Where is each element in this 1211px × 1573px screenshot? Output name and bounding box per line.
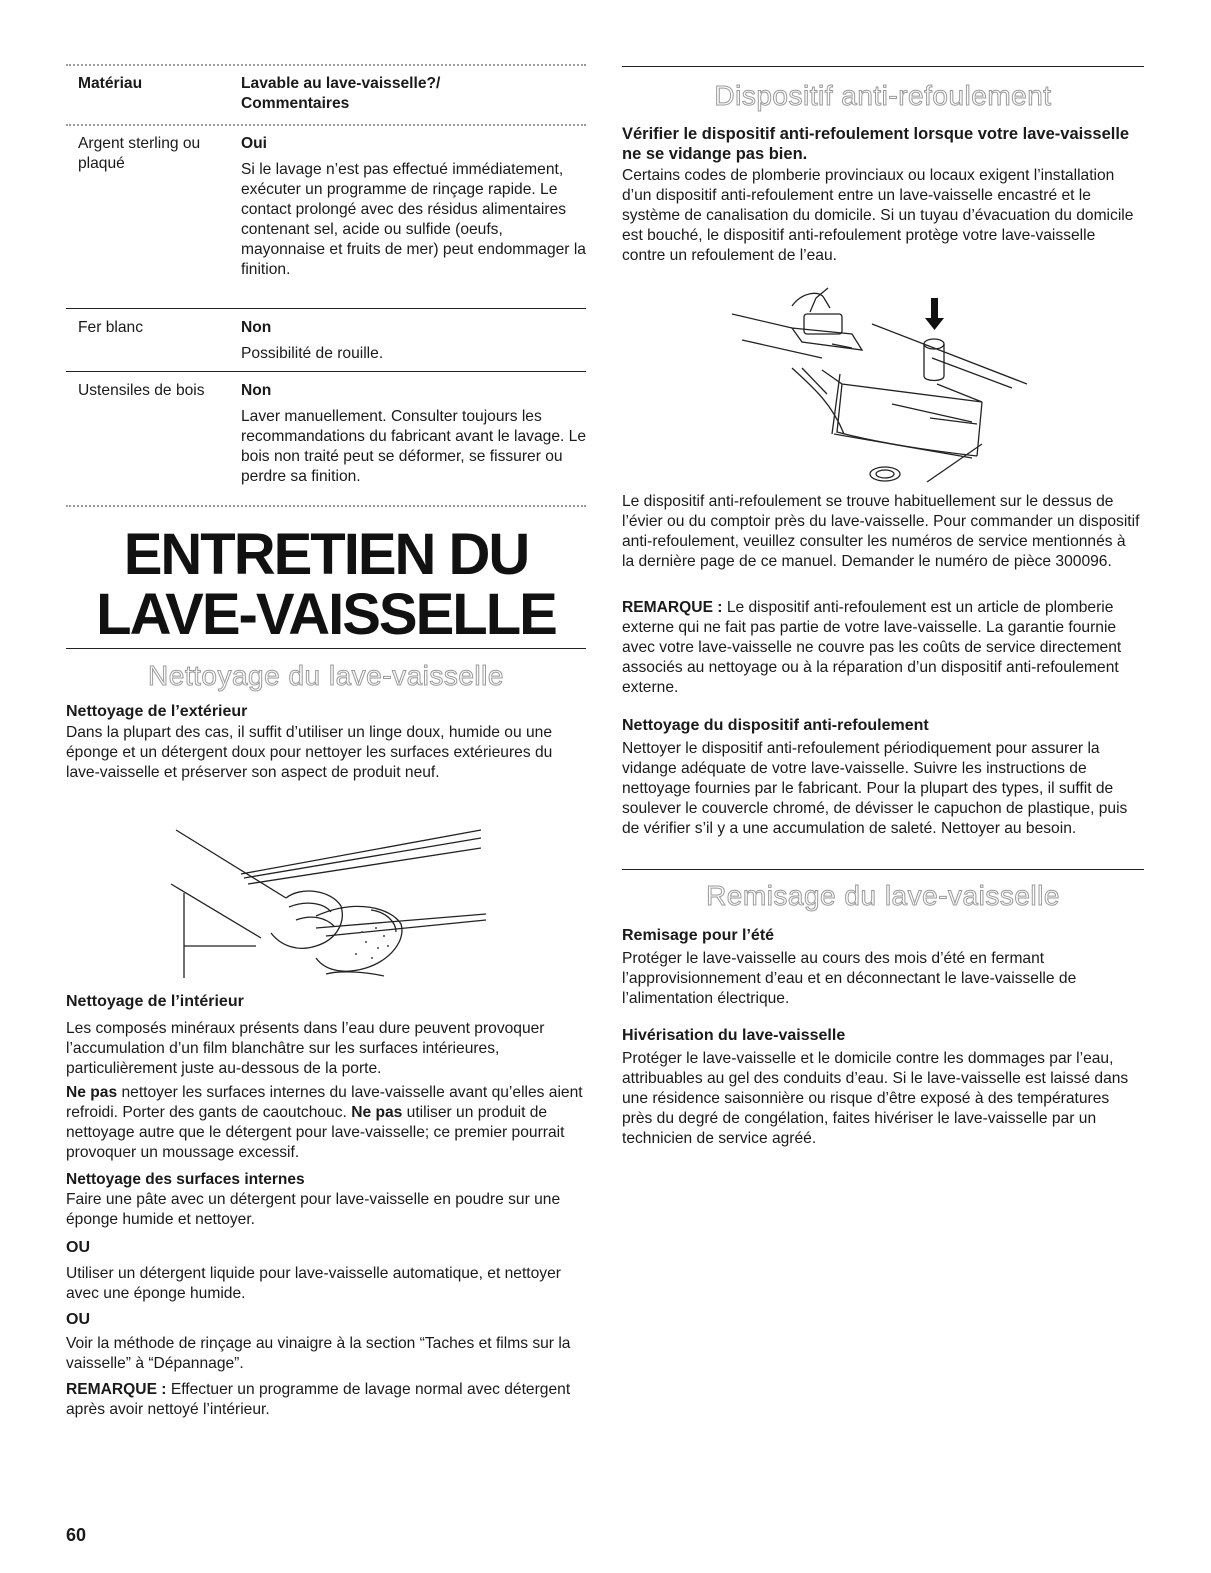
table-cell-verdict: Non: [241, 382, 272, 399]
ne-pas-label: Ne pas: [66, 1084, 118, 1101]
remisage-top-rule: [622, 869, 1144, 870]
table-header-comments-line1: Lavable au lave-vaisselle?/: [241, 75, 441, 92]
text-hiverisation: Protéger le lave-vaisselle et le domicile contre les dommages par l’eau, attribuables au gel des conduits d’eau. Si le lave-vaisselle est laissé dans une résidence saisonnière ou risque d’être exposé à des températures près du degré de congélation, faites hivériser le lave-vaisselle par un technicien de service agréé.: [622, 1050, 1129, 1147]
table-cell-material: Argent sterling ou plaqué: [78, 135, 201, 172]
section-title-nettoyage: Nettoyage du lave-vaisselle: [148, 660, 504, 691]
table-cell-comment: Laver manuellement. Consulter toujours les recommandations du fabricant avant le lavage. Le bois non traité peut se déformer, se fissurer ou perdre sa finition.: [241, 408, 587, 485]
warning-text-b: utiliser un produit de nettoyage autre que le détergent pour lave-vaisselle; ce premier pourrait provoquer un moussage excessif.: [66, 1104, 565, 1161]
table-header-comments-line2: Commentaires: [241, 95, 350, 112]
table-cell-material: Ustensiles de bois: [78, 382, 205, 399]
text-dispositif-intro: Certains codes de plomberie provinciaux ou locaux exigent l’installation d’un dispositif anti-refoulement entre un lave-vaisselle encastré et le système de canalisation du domicile. Si un tuyau d’évacuation du domicile est bouché, le dispositif anti-refoulement protège votre lave-vaisselle contre un refoulement de l’eau.: [622, 167, 1134, 264]
main-title-line1: ENTRETIEN DU: [123, 522, 529, 587]
warning-text-a: nettoyer les surfaces internes du lave-vaisselle avant qu’elles aient refroidi. Porter des gants de caoutchouc.: [66, 1084, 583, 1121]
heading-dispositif: Vérifier le dispositif anti-refoulement lorsque votre lave-vaisselle ne se vidange pas bien.: [622, 125, 1130, 163]
table-row-divider: [66, 308, 586, 309]
ne-pas-label: Ne pas: [351, 1104, 403, 1121]
text-interieur: Les composés minéraux présents dans l’eau dure peuvent provoquer l’accumulation d’un film blanchâtre sur les surfaces intérieures, particulièrement juste au-dessous de la porte.: [66, 1020, 545, 1077]
heading-exterieur: Nettoyage de l’extérieur: [66, 703, 248, 720]
heading-interieur: Nettoyage de l’intérieur: [66, 993, 244, 1010]
heading-hiverisation: Hivérisation du lave-vaisselle: [622, 1027, 846, 1044]
section-title-dispositif: Dispositif anti-refoulement: [714, 80, 1052, 111]
sink-airgap-illustration: [732, 284, 1052, 484]
title-rule: [66, 648, 586, 649]
table-cell-verdict: Non: [241, 319, 272, 336]
warning-paragraph: [66, 1083, 586, 1163]
heading-surfaces-internes: Nettoyage des surfaces internes: [66, 1171, 305, 1188]
text-dispositif-cleaning: Nettoyer le dispositif anti-refoulement périodiquement pour assurer la vidange adéquate de votre lave-vaisselle. Suivre les instructions de nettoyage fournies par le fabricant. Pour la plupart des types, il suffit de soulever le couvercle chromé, de dévisser le capuchon de plastique, puis de vérifier s’il y a une accumulation de saleté. Nettoyer au besoin.: [622, 740, 1128, 837]
remarque-nettoyage: [66, 1380, 581, 1420]
text-dispositif-location: Le dispositif anti-refoulement se trouve habituellement sur le dessus de l’évier ou du comptoir près du lave-vaisselle. Pour commander un dispositif anti-refoulement, veuillez consulter les numéros de service mentionnés à la dernière page de ce manuel. Demander le numéro de pièce 300096.: [622, 493, 1140, 570]
table-row-divider: [66, 371, 586, 372]
ou-label: OU: [66, 1311, 90, 1328]
table-bottom-rule: [66, 505, 586, 507]
main-title-line2: LAVE-VAISSELLE: [96, 582, 556, 647]
remarque-text: Effectuer un programme de lavage normal avec détergent après avoir nettoyé l’intérieur.: [66, 1381, 571, 1418]
table-cell-material: Fer blanc: [78, 319, 144, 336]
heading-dispositif-cleaning: Nettoyage du dispositif anti-refoulement: [622, 717, 929, 734]
table-top-rule: [66, 64, 586, 66]
remarque-label: REMARQUE :: [622, 599, 723, 616]
table-header-rule: [66, 124, 586, 126]
text-remisage-ete: Protéger le lave-vaisselle au cours des mois d’été en fermant l’approvisionnement d’eau et en déconnectant le lave-vaisselle de l’alimentation électrique.: [622, 950, 1077, 1007]
wiping-illustration: [166, 828, 496, 978]
table-cell-comment: Si le lavage n’est pas effectué immédiatement, exécuter un programme de rinçage rapide. Le contact prolongé avec des résidus alimentaires contenant sel, acide ou sulfide (oeufs, mayonnaise et fruits de mer) peut endommager la finition.: [241, 161, 586, 278]
heading-remisage-ete: Remisage pour l’été: [622, 927, 775, 944]
remarque-label: REMARQUE :: [66, 1381, 167, 1398]
text-surfaces-internes: Faire une pâte avec un détergent pour lave-vaisselle en poudre sur une éponge humide et nettoyer.: [66, 1191, 561, 1228]
table-header-material: Matériau: [78, 75, 143, 92]
ou-label: OU: [66, 1239, 90, 1256]
dispositif-top-rule: [622, 66, 1144, 67]
remarque-text: Le dispositif anti-refoulement est un article de plomberie externe qui ne fait pas partie de votre lave-vaisselle. La garantie fournie avec votre lave-vaisselle ne couvre pas les coûts de service directement associés au nettoyage ou à la réparation d’un dispositif anti-refoulement externe.: [622, 599, 1122, 696]
table-cell-verdict: Oui: [241, 135, 267, 152]
section-title-remisage: Remisage du lave-vaisselle: [706, 880, 1060, 911]
remarque-dispositif: [622, 598, 1142, 698]
text-option-3: Voir la méthode de rinçage au vinaigre à la section “Taches et films sur la vaisselle” à “Dépannage”.: [66, 1335, 571, 1372]
text-option-2: Utiliser un détergent liquide pour lave-vaisselle automatique, et nettoyer avec une éponge humide.: [66, 1265, 561, 1302]
table-cell-comment: Possibilité de rouille.: [241, 345, 384, 362]
page-number: 60: [66, 1525, 87, 1545]
text-exterieur: Dans la plupart des cas, il suffit d’utiliser un linge doux, humide ou une éponge et un détergent doux pour nettoyer les surfaces extérieures du lave-vaisselle et préserver son aspect de produit neuf.: [66, 724, 553, 781]
